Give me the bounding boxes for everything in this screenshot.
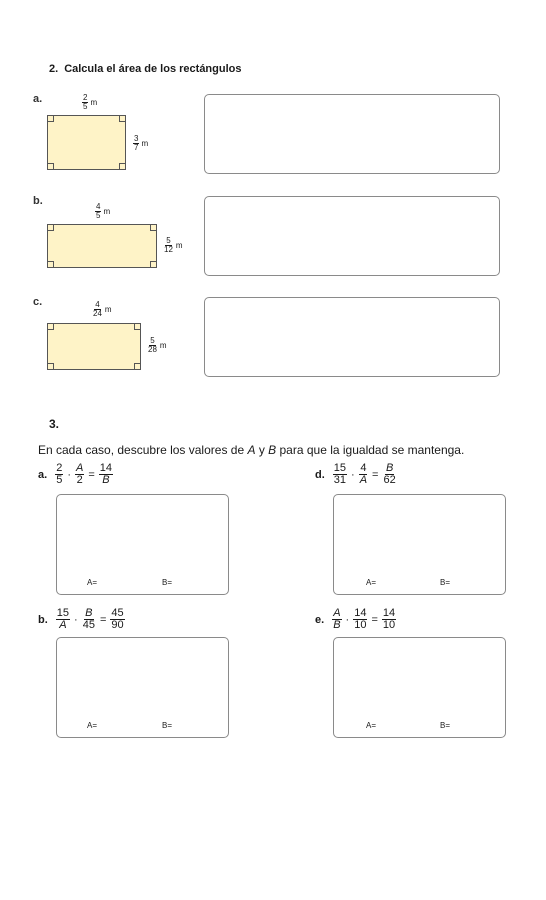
answer-3b-a-label: A= [87, 721, 98, 730]
rectangle-b [47, 224, 157, 268]
item-a-height-label: $\frac{3}{7}$ m [134, 134, 149, 152]
item-b-width-label: $\frac{4}{5}$ m [96, 202, 111, 220]
answer-box-b[interactable] [204, 196, 500, 276]
answer-3a-a-label: A= [87, 578, 98, 587]
item-c-height-label: $\frac{5}{28}$ m [148, 336, 167, 354]
answer-box-a[interactable] [204, 94, 500, 174]
section-3-number: 3. [49, 417, 60, 431]
item-a-letter: a. [33, 93, 43, 105]
answer-3d-b-label: B= [440, 578, 451, 587]
answer-box-3b[interactable] [56, 637, 229, 738]
item-c-width-label: $\frac{4}{24}$ m [93, 300, 112, 318]
answer-3a-b-label: B= [162, 578, 173, 587]
item-b-height-label: $\frac{5}{12}$ m [164, 236, 183, 254]
rectangle-a [47, 115, 126, 170]
item-c-letter: c. [33, 296, 43, 308]
item-b-letter: b. [33, 195, 43, 207]
answer-3d-a-label: A= [366, 578, 377, 587]
answer-box-3a[interactable] [56, 494, 229, 595]
answer-box-c[interactable] [204, 297, 500, 377]
equation-b: b. $\frac{15}{A}$ · $\frac{B}{45}$ = $\frac{45}{90}$ [38, 607, 124, 631]
rectangle-c [47, 323, 141, 370]
section-2-number: 2. [49, 63, 59, 75]
answer-3b-b-label: B= [162, 721, 173, 730]
answer-box-3e[interactable] [333, 637, 506, 738]
equation-d: d. $\frac{15}{31}$ · $\frac{4}{A}$ = $\frac{B}{62}$ [315, 462, 396, 486]
section-2-title [49, 63, 241, 75]
equation-a: a. $\frac{2}{5}$ · $\frac{A}{2}$ = $\frac{14}{B}$ [38, 462, 113, 486]
equation-e: e. $\frac{A}{B}$ · $\frac{14}{10}$ = $\frac{14}{10}$ [315, 607, 396, 631]
section-2-heading: Calcula el área de los rectángulos [64, 63, 242, 75]
answer-3e-a-label: A= [366, 721, 377, 730]
answer-box-3d[interactable] [333, 494, 506, 595]
item-a-width-label: $\frac{2}{5}$ m [83, 93, 98, 111]
section-3-instructions: En cada caso, descubre los valores de A y B para que la igualdad se mantenga. [38, 443, 465, 457]
answer-3e-b-label: B= [440, 721, 451, 730]
